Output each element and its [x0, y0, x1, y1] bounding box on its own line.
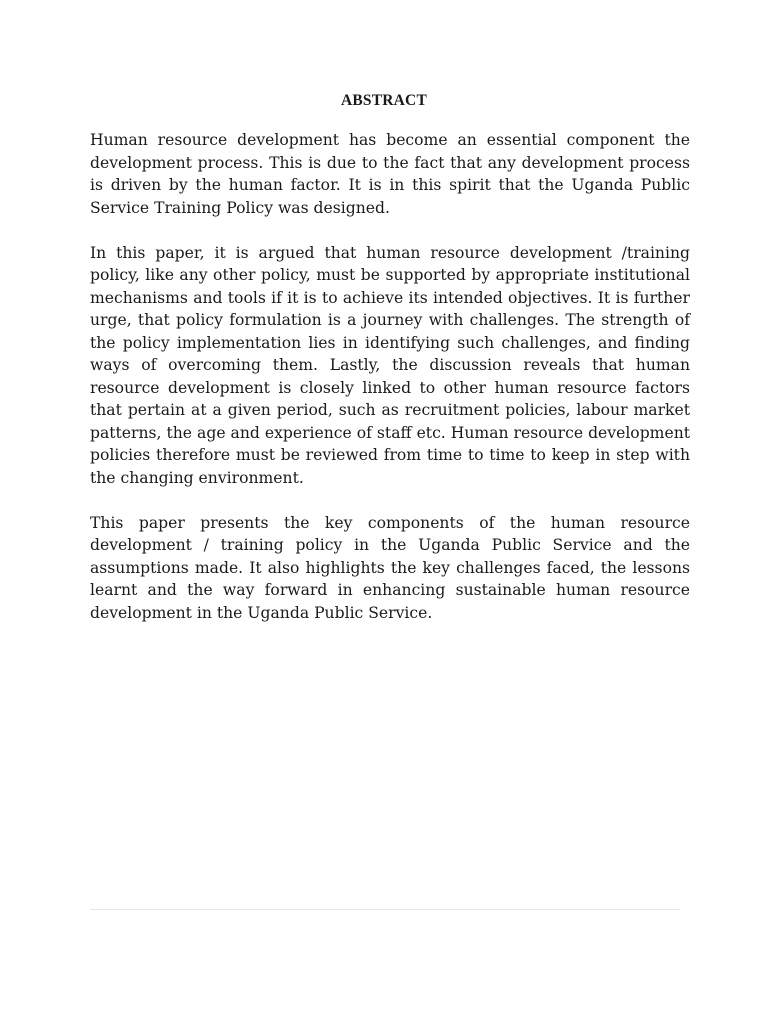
paragraph-intro: Human resource development has become an essential component the development process. This is due to the fact that any development process is driven by the human factor. It is in this spirit that the Uganda Public Service Training Policy was designed.: [90, 131, 690, 217]
abstract-body: [90, 129, 690, 624]
page-divider: [90, 909, 680, 910]
paragraph-argument: In this paper, it is argued that human resource development /training policy, like any other policy, must be supported by appropriate institutional mechanisms and tools if it is to achieve its intended objectives. It is further urge, that policy formulation is a journey with challenges. The strength of the policy implementation lies in identifying such challenges, and finding ways of overcoming them. Lastly, the discussion reveals that human resource development is closely linked to other human resource factors that pertain at a given period, such as recruitment policies, labour market patterns, the age and experience of staff etc. Human resource development policies therefore must be reviewed from time to time to keep in step with the changing environment.: [90, 243, 690, 487]
abstract-heading: ABSTRACT: [340, 92, 427, 109]
paragraph-summary: This paper presents the key components of the human resource development / training policy in the Uganda Public Service and the assumptions made. It also highlights the key challenges faced, the lessons learnt and the way forward in enhancing sustainable human resource development in the Uganda Public Service.: [90, 513, 690, 622]
